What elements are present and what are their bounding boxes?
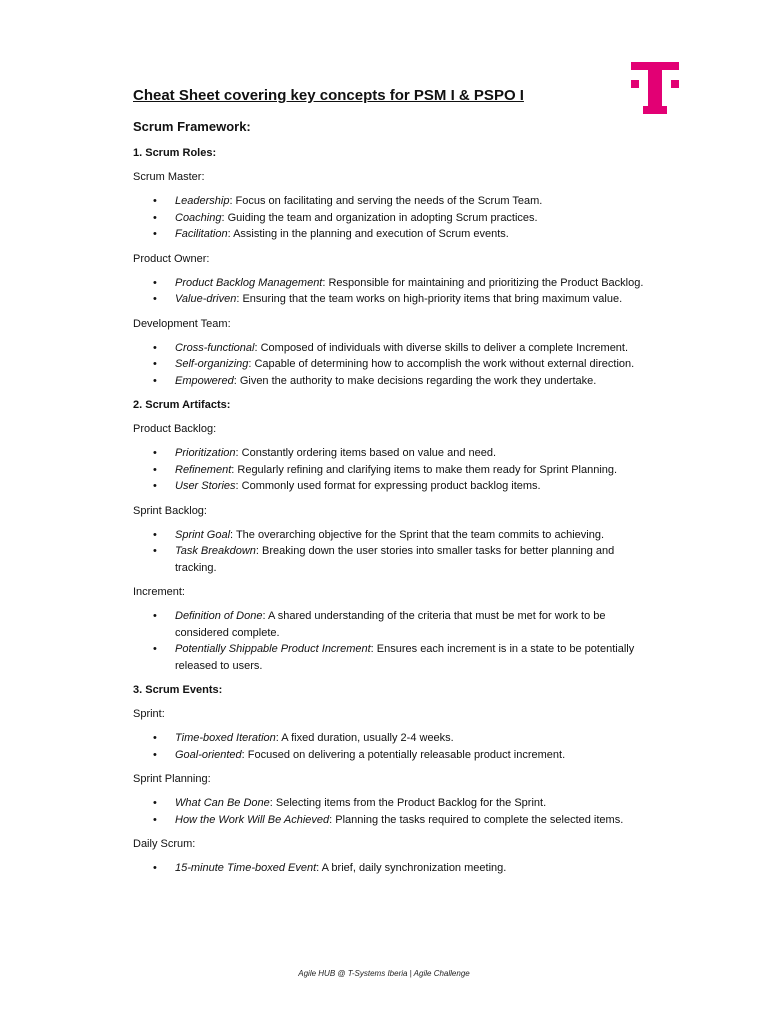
bullet-list	[133, 795, 653, 828]
bullet-list	[133, 193, 653, 243]
list-item	[133, 210, 653, 227]
item-text: : Breaking down the user stories into smaller tasks for better planning and tracking.	[175, 545, 615, 574]
list-item	[133, 747, 653, 764]
category-heading: 1. Scrum Roles:	[133, 147, 217, 159]
bullet-icon: •	[153, 813, 157, 826]
item-text: : A shared understanding of the criteria that must be met for work to be considered complete.	[175, 610, 606, 639]
bullet-icon: •	[153, 211, 157, 224]
item-text: : Ensures each increment is in a state to be potentially released to users.	[175, 643, 635, 672]
bullet-icon: •	[153, 228, 157, 240]
bullet-icon: •	[153, 748, 157, 761]
bullet-list	[133, 340, 653, 390]
item-text: : Focus on facilitating and serving the needs of the Scrum Team.	[229, 195, 543, 207]
list-item	[133, 356, 653, 373]
item-term: Definition of Done	[175, 610, 263, 622]
group-label: Scrum Master:	[133, 171, 205, 183]
list-item	[133, 543, 653, 576]
bullet-icon: •	[153, 732, 157, 744]
page-footer: Agile HUB @ T-Systems Iberia | Agile Challenge	[298, 969, 470, 978]
list-item	[133, 226, 653, 243]
item-text: : A brief, daily synchronization meeting.	[316, 862, 507, 874]
item-term: Sprint Goal	[175, 528, 231, 541]
item-text: : Composed of individuals with diverse skills to deliver a complete Increment.	[254, 341, 629, 354]
item-term: Value-driven	[175, 293, 237, 305]
group-label: Sprint:	[133, 708, 165, 720]
category-heading: 3. Scrum Events:	[133, 684, 223, 696]
bullet-list	[133, 730, 653, 763]
list-item	[133, 608, 653, 641]
item-term: Goal-oriented	[175, 748, 242, 761]
list-item	[133, 860, 653, 877]
item-text: : Ensuring that the team works on high-priority items that bring maximum value.	[236, 293, 623, 305]
item-term: Prioritization	[175, 447, 236, 459]
item-term: What Can Be Done	[175, 797, 270, 809]
item-text: : Given the authority to make decisions regarding the work they undertake.	[233, 374, 597, 387]
item-term: Coaching	[175, 211, 222, 224]
categories-container	[133, 146, 653, 877]
list-item	[133, 641, 653, 674]
item-term: Empowered	[175, 374, 234, 387]
group-label: Daily Scrum:	[133, 838, 196, 850]
item-text: : The overarching objective for the Sprint that the team commits to achieving.	[230, 528, 605, 541]
group-label: Increment:	[133, 586, 185, 598]
item-text: : Commonly used format for expressing product backlog items.	[235, 480, 541, 492]
bullet-icon: •	[153, 358, 157, 370]
item-term: Task Breakdown	[175, 545, 256, 557]
item-term: Facilitation	[175, 228, 228, 240]
item-text: : Responsible for maintaining and prioritizing the Product Backlog.	[322, 276, 644, 289]
bullet-icon: •	[153, 545, 157, 557]
bullet-icon: •	[153, 341, 157, 354]
item-term: How the Work Will Be Achieved	[175, 813, 330, 826]
group-label: Product Backlog:	[133, 423, 217, 435]
list-item	[133, 193, 653, 210]
category-heading: 2. Scrum Artifacts:	[133, 399, 231, 411]
bullet-icon: •	[153, 610, 157, 622]
bullet-icon: •	[153, 463, 157, 476]
item-text: : Planning the tasks required to complete the selected items.	[329, 813, 624, 826]
item-term: Refinement	[175, 463, 232, 476]
bullet-icon: •	[153, 480, 157, 492]
group-label: Development Team:	[133, 317, 231, 330]
bullet-icon: •	[153, 447, 157, 459]
item-term: User Stories	[175, 480, 236, 492]
list-item	[133, 275, 653, 292]
item-text: : Selecting items from the Product Backlog for the Sprint.	[269, 797, 547, 809]
section-heading: Scrum Framework:	[133, 119, 251, 134]
bullet-icon: •	[153, 195, 157, 207]
bullet-icon: •	[153, 293, 157, 305]
item-term: 15-minute Time-boxed Event	[175, 862, 317, 874]
document-title: Cheat Sheet covering key concepts for PSM I & PSPO I	[133, 87, 524, 104]
bullet-list	[133, 445, 653, 495]
bullet-list	[133, 860, 653, 877]
item-text: : Regularly refining and clarifying items to make them ready for Sprint Planning.	[231, 463, 618, 476]
list-item	[133, 795, 653, 812]
list-item	[133, 373, 653, 390]
list-item	[133, 812, 653, 829]
item-term: Self-organizing	[175, 358, 249, 370]
bullet-icon: •	[153, 374, 157, 387]
bullet-icon: •	[153, 276, 157, 289]
item-term: Potentially Shippable Product Increment	[175, 643, 371, 655]
bullet-icon: •	[153, 862, 157, 874]
group-label: Product Owner:	[133, 252, 210, 265]
bullet-icon: •	[153, 797, 157, 809]
list-item	[133, 291, 653, 308]
list-item	[133, 340, 653, 357]
document-body	[133, 86, 653, 886]
item-text: : A fixed duration, usually 2-4 weeks.	[275, 732, 454, 744]
item-term: Cross-functional	[175, 341, 255, 354]
item-text: : Constantly ordering items based on value and need.	[235, 447, 497, 459]
bullet-icon: •	[153, 528, 157, 541]
bullet-list	[133, 527, 653, 577]
group-label: Sprint Backlog:	[133, 504, 207, 517]
item-text: : Capable of determining how to accomplish the work without external direction.	[248, 358, 635, 370]
item-term: Leadership	[175, 195, 230, 207]
item-text: : Focused on delivering a potentially releasable product increment.	[241, 748, 566, 761]
bullet-list	[133, 608, 653, 674]
list-item	[133, 478, 653, 495]
list-item	[133, 730, 653, 747]
list-item	[133, 527, 653, 544]
item-term: Time-boxed Iteration	[175, 732, 276, 744]
bullet-icon: •	[153, 643, 157, 655]
item-term: Product Backlog Management	[175, 276, 323, 289]
list-item	[133, 445, 653, 462]
list-item	[133, 462, 653, 479]
group-label: Sprint Planning:	[133, 773, 211, 785]
item-text: : Guiding the team and organization in adopting Scrum practices.	[221, 211, 538, 224]
item-text: : Assisting in the planning and execution of Scrum events.	[227, 228, 509, 240]
bullet-list	[133, 275, 653, 308]
